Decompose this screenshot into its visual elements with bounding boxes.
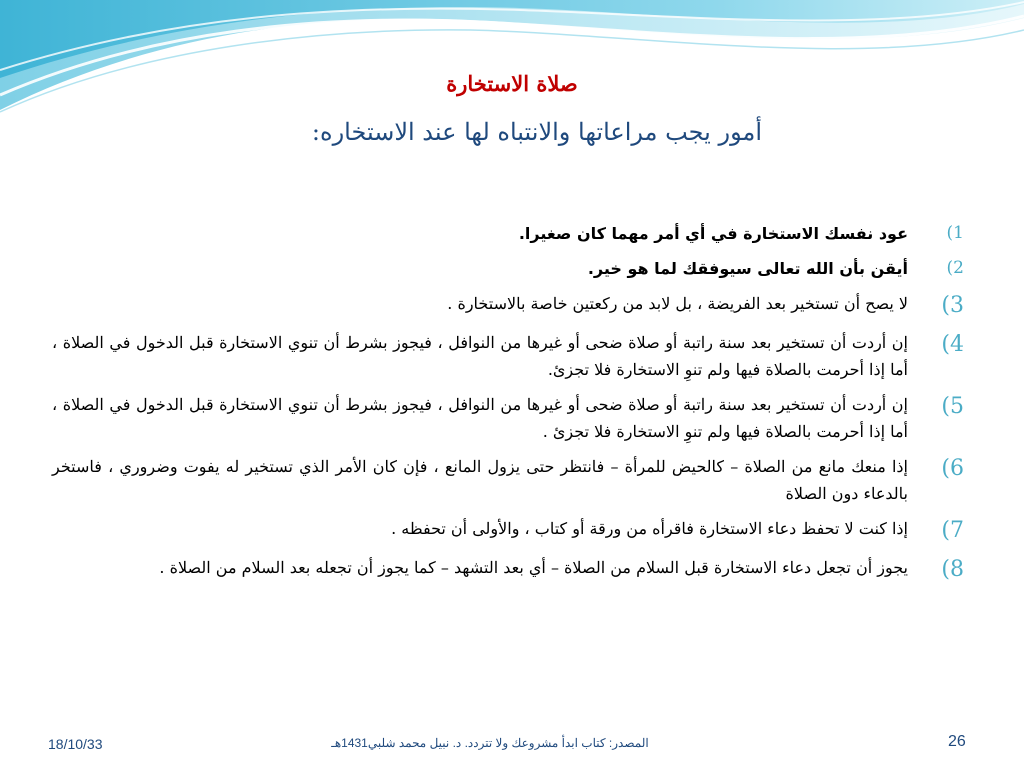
item-text: إذا منعك مانع من الصلاة – كالحيض للمرأة – فانتظر حتى يزول المانع ، فإن كان الأمر الذي تستخير له يفوت وضروري ، فاستخر بالدعاء دون الصلاة — [52, 457, 908, 503]
item-number: 1) — [946, 223, 964, 243]
footer-date: 18/10/33 — [48, 736, 103, 752]
item-text: إن أردت أن تستخير بعد سنة راتبة أو صلاة ضحى أو غيرها من النوافل ، فيجوز بشرط أن تنوي الاستخارة قبل الدخول في الصلاة ، أما إذا أحرمت بالصلاة فيها ولم تنوِ الاستخارة فلا تجزئ . — [52, 395, 908, 441]
list-item — [52, 554, 964, 585]
item-text: أيقن بأن الله تعالى سيوفقك لما هو خير. — [587, 259, 908, 278]
list-item — [52, 290, 964, 321]
item-number: 6) — [941, 456, 964, 481]
list-item — [52, 255, 964, 282]
list-item — [52, 391, 964, 445]
list-item — [52, 453, 964, 507]
item-number: 5) — [941, 394, 964, 419]
slide-subtitle: أمور يجب مراعاتها والانتباه لها عند الاستخاره: — [311, 118, 762, 146]
item-number: 7) — [941, 518, 964, 543]
item-number: 4) — [941, 332, 964, 357]
footer-page-number: 26 — [948, 733, 966, 750]
slide-title: صلاة الاستخارة — [446, 71, 578, 96]
item-text: يجوز أن تجعل دعاء الاستخارة قبل السلام من الصلاة – أي بعد التشهد – كما يجوز أن تجعله بعد السلام من الصلاة . — [159, 558, 908, 577]
item-number: 8) — [941, 557, 964, 582]
guidelines-list — [52, 220, 964, 593]
slide-header — [0, 68, 1024, 100]
item-text: عود نفسك الاستخارة في أي أمر مهما كان صغيرا. — [518, 224, 908, 243]
item-text: إن أردت أن تستخير بعد سنة راتبة أو صلاة ضحى أو غيرها من النوافل ، فيجوز بشرط أن تنوي الاستخارة قبل الدخول في الصلاة ، أما إذا أحرمت بالصلاة فيها ولم تنوِ الاستخارة فلا تجزئ. — [52, 333, 908, 379]
list-item — [52, 515, 964, 546]
list-item — [52, 329, 964, 383]
item-number: 2) — [946, 258, 964, 278]
item-text: لا يصح أن تستخير بعد الفريضة ، بل لابد من ركعتين خاصة بالاستخارة . — [447, 294, 908, 313]
list-item — [52, 220, 964, 247]
item-number: 3) — [941, 293, 964, 318]
footer-source: المصدر: كتاب ابدأ مشروعك ولا تتردد. د. نبيل محمد شلبي1431هـ — [331, 736, 649, 750]
header-wave-decoration — [0, 0, 1024, 120]
item-text: إذا كنت لا تحفظ دعاء الاستخارة فاقرأه من ورقة أو كتاب ، والأولى أن تحفظه . — [391, 519, 908, 538]
